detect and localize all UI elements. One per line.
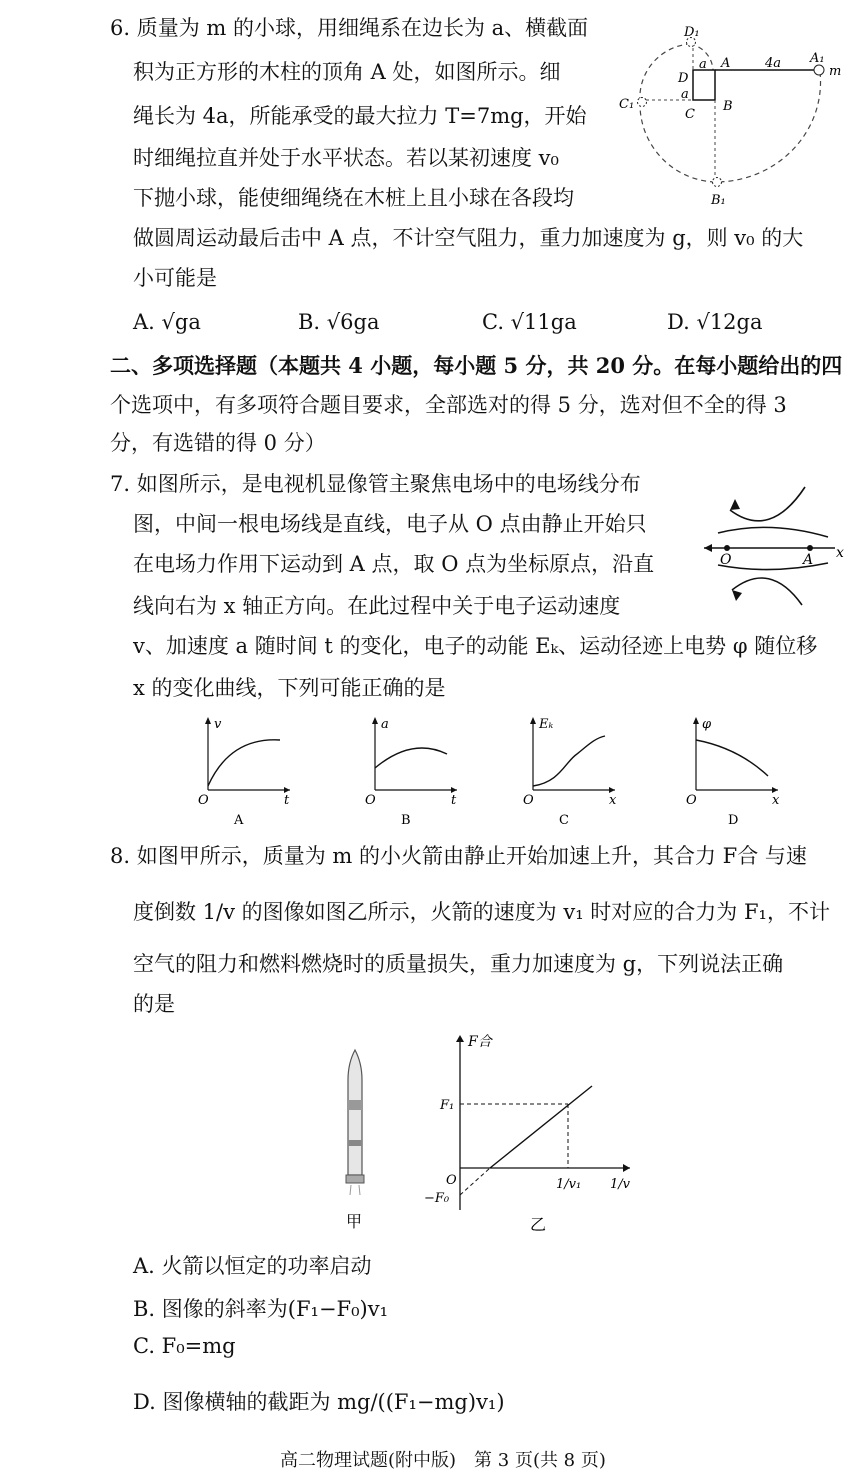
q6-line-2: 积为正方形的木柱的顶角 A 处，如图所示。细: [133, 60, 561, 84]
q7-graph-a: [190, 712, 300, 830]
label-C: C: [685, 107, 695, 122]
q6-figure: [615, 22, 850, 207]
q8-line-1: 8. 如图甲所示，质量为 m 的小火箭由静止开始加速上升，其合力 F合 与速: [110, 844, 807, 868]
q7-line-6: x 的变化曲线，下列可能正确的是: [133, 676, 446, 700]
rocket-figure: [330, 1045, 380, 1235]
graph-b-x: t: [451, 793, 457, 808]
q8-option-d: D. 图像横轴的截距为 mg/((F₁−mg)v₁): [133, 1390, 505, 1414]
q8-option-c: C. F₀=mg: [133, 1334, 236, 1358]
q7-line-1: 7. 如图所示，是电视机显像管主聚焦电场中的电场线分布: [110, 472, 641, 496]
section2-line-1: 二、多项选择题（本题共 4 小题，每小题 5 分，共 20 分。在每小题给出的四: [110, 353, 843, 378]
graph-c-caption: C: [559, 813, 569, 828]
graph-c-y: Eₖ: [539, 717, 554, 732]
fig-jia-label: 甲: [346, 1212, 363, 1231]
label-A: A: [721, 56, 731, 71]
field-label-O: O: [720, 552, 732, 568]
graph-negF0-label: −F₀: [424, 1191, 450, 1206]
graph-b-y: a: [381, 717, 389, 732]
q6-line-6: 做圆周运动最后击中 A 点，不计空气阻力，重力加速度为 g，则 v₀ 的大: [133, 226, 804, 250]
q7-graph-b: [357, 712, 467, 830]
graph-a-x: t: [284, 793, 290, 808]
graph-y-label: F合: [468, 1034, 492, 1050]
q6-line-4: 时细绳拉直并处于水平状态。若以某初速度 v₀: [133, 146, 559, 170]
q8-line-2: 度倒数 1/v 的图像如图乙所示，火箭的速度为 v₁ 时对应的合力为 F₁，不计: [133, 900, 830, 924]
section2-line-3: 分，有选错的得 0 分）: [110, 431, 326, 455]
label-D: D: [678, 71, 689, 86]
q8-option-a: A. 火箭以恒定的功率启动: [133, 1254, 372, 1278]
graph-a-origin: O: [198, 793, 209, 808]
q7-line-5: v、加速度 a 随时间 t 的变化，电子的动能 Eₖ、运动径迹上电势 φ 随位移: [133, 634, 818, 658]
q6-option-c: C. √11ga: [482, 310, 577, 334]
label-a-left: a: [681, 87, 689, 102]
label-4a: 4a: [765, 56, 782, 71]
q8-graph: [420, 1030, 640, 1240]
q6-line-5: 下抛小球，能使细绳绕在木桩上且小球在各段均: [133, 186, 574, 210]
q8-option-b: B. 图像的斜率为(F₁−F₀)v₁: [133, 1297, 389, 1321]
q7-line-3: 在电场力作用下运动到 A 点，取 O 点为坐标原点，沿直: [133, 552, 655, 576]
q8-line-4: 的是: [133, 992, 175, 1016]
q6-option-d: D. √12ga: [667, 310, 763, 334]
label-A1: A₁: [810, 51, 825, 66]
graph-a-caption: A: [234, 813, 244, 828]
q7-line-4: 线向右为 x 轴正方向。在此过程中关于电子运动速度: [133, 594, 621, 618]
q7-graph-c: [515, 712, 625, 830]
field-label-x: x: [836, 545, 844, 561]
graph-d-origin: O: [686, 793, 697, 808]
graph-inv-v-label: 1/v: [610, 1177, 630, 1192]
q7-line-2: 图，中间一根电场线是直线，电子从 O 点由静止开始只: [133, 512, 647, 536]
label-B1: B₁: [711, 193, 726, 207]
graph-origin-label: O: [446, 1173, 457, 1188]
fig-yi-label: 乙: [530, 1215, 547, 1234]
q6-line-7: 小可能是: [133, 266, 217, 290]
graph-c-x: x: [609, 793, 617, 808]
q6-option-b: B. √6ga: [298, 310, 380, 334]
q6-option-a: A. √ga: [133, 310, 201, 334]
label-B: B: [723, 99, 733, 114]
field-label-A: A: [803, 552, 814, 568]
graph-a-y: v: [214, 717, 222, 732]
q6-line-3: 绳长为 4a，所能承受的最大拉力 T=7mg，开始: [133, 104, 587, 128]
section2-line-2: 个选项中，有多项符合题目要求，全部选对的得 5 分，选对但不全的得 3: [110, 393, 787, 417]
graph-F1-label: F₁: [440, 1098, 455, 1113]
graph-inv-v1-label: 1/v₁: [556, 1177, 582, 1192]
graph-d-y: φ: [702, 717, 712, 732]
graph-b-caption: B: [401, 813, 411, 828]
q6-line-1: 6. 质量为 m 的小球，用细绳系在边长为 a、横截面: [110, 16, 589, 40]
page-footer: 高二物理试题(附中版) 第 3 页(共 8 页): [280, 1450, 606, 1471]
q7-field-figure: [700, 475, 850, 615]
label-C1: C₁: [619, 97, 635, 112]
label-a-top: a: [699, 57, 707, 72]
graph-c-origin: O: [523, 793, 534, 808]
q7-graph-d: [678, 712, 788, 830]
label-m: m: [829, 64, 842, 79]
graph-d-caption: D: [728, 813, 739, 828]
label-D1: D₁: [684, 25, 700, 40]
q8-line-3: 空气的阻力和燃料燃烧时的质量损失，重力加速度为 g，下列说法正确: [133, 952, 784, 976]
graph-b-origin: O: [365, 793, 376, 808]
graph-d-x: x: [772, 793, 780, 808]
